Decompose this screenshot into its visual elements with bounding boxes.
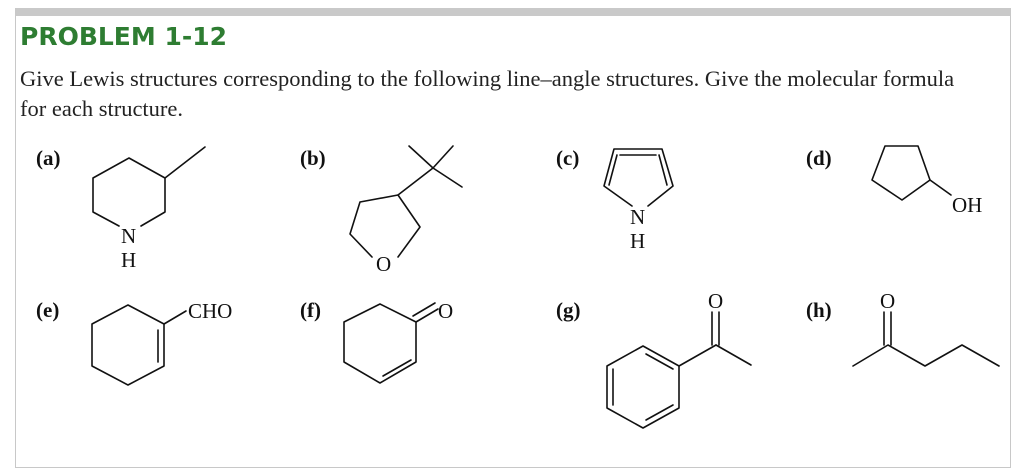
item-label-g: (g) <box>556 298 581 322</box>
item-label-e: (e) <box>36 298 60 322</box>
atom-f-o: O <box>438 299 454 323</box>
atom-c-h: H <box>630 229 646 253</box>
structure-c <box>604 149 673 253</box>
structure-h <box>853 289 999 366</box>
atom-d-oh: OH <box>952 193 983 217</box>
atom-a-n: N <box>121 224 137 248</box>
item-label-a: (a) <box>36 146 61 170</box>
atom-b-o: O <box>376 252 392 276</box>
item-label-h: (h) <box>806 298 832 322</box>
atom-a-h: H <box>121 248 137 272</box>
problem-title: PROBLEM 1-12 <box>20 22 228 51</box>
structure-b <box>350 146 462 276</box>
atom-g-o: O <box>708 289 724 313</box>
item-label-b: (b) <box>300 146 326 170</box>
structure-g <box>607 289 751 428</box>
atom-h-o: O <box>880 289 896 313</box>
atom-e-cho: CHO <box>188 299 233 323</box>
problem-prompt: Give Lewis structures corresponding to the following line–angle structures. Give the molecular formula for each structure. <box>20 66 955 121</box>
item-label-f: (f) <box>300 298 321 322</box>
item-label-d: (d) <box>806 146 832 170</box>
structure-d <box>872 146 982 217</box>
item-label-c: (c) <box>556 146 580 170</box>
structure-f <box>344 299 453 383</box>
structure-e <box>92 299 232 385</box>
atom-c-n: N <box>630 205 646 229</box>
structure-a <box>93 147 205 272</box>
